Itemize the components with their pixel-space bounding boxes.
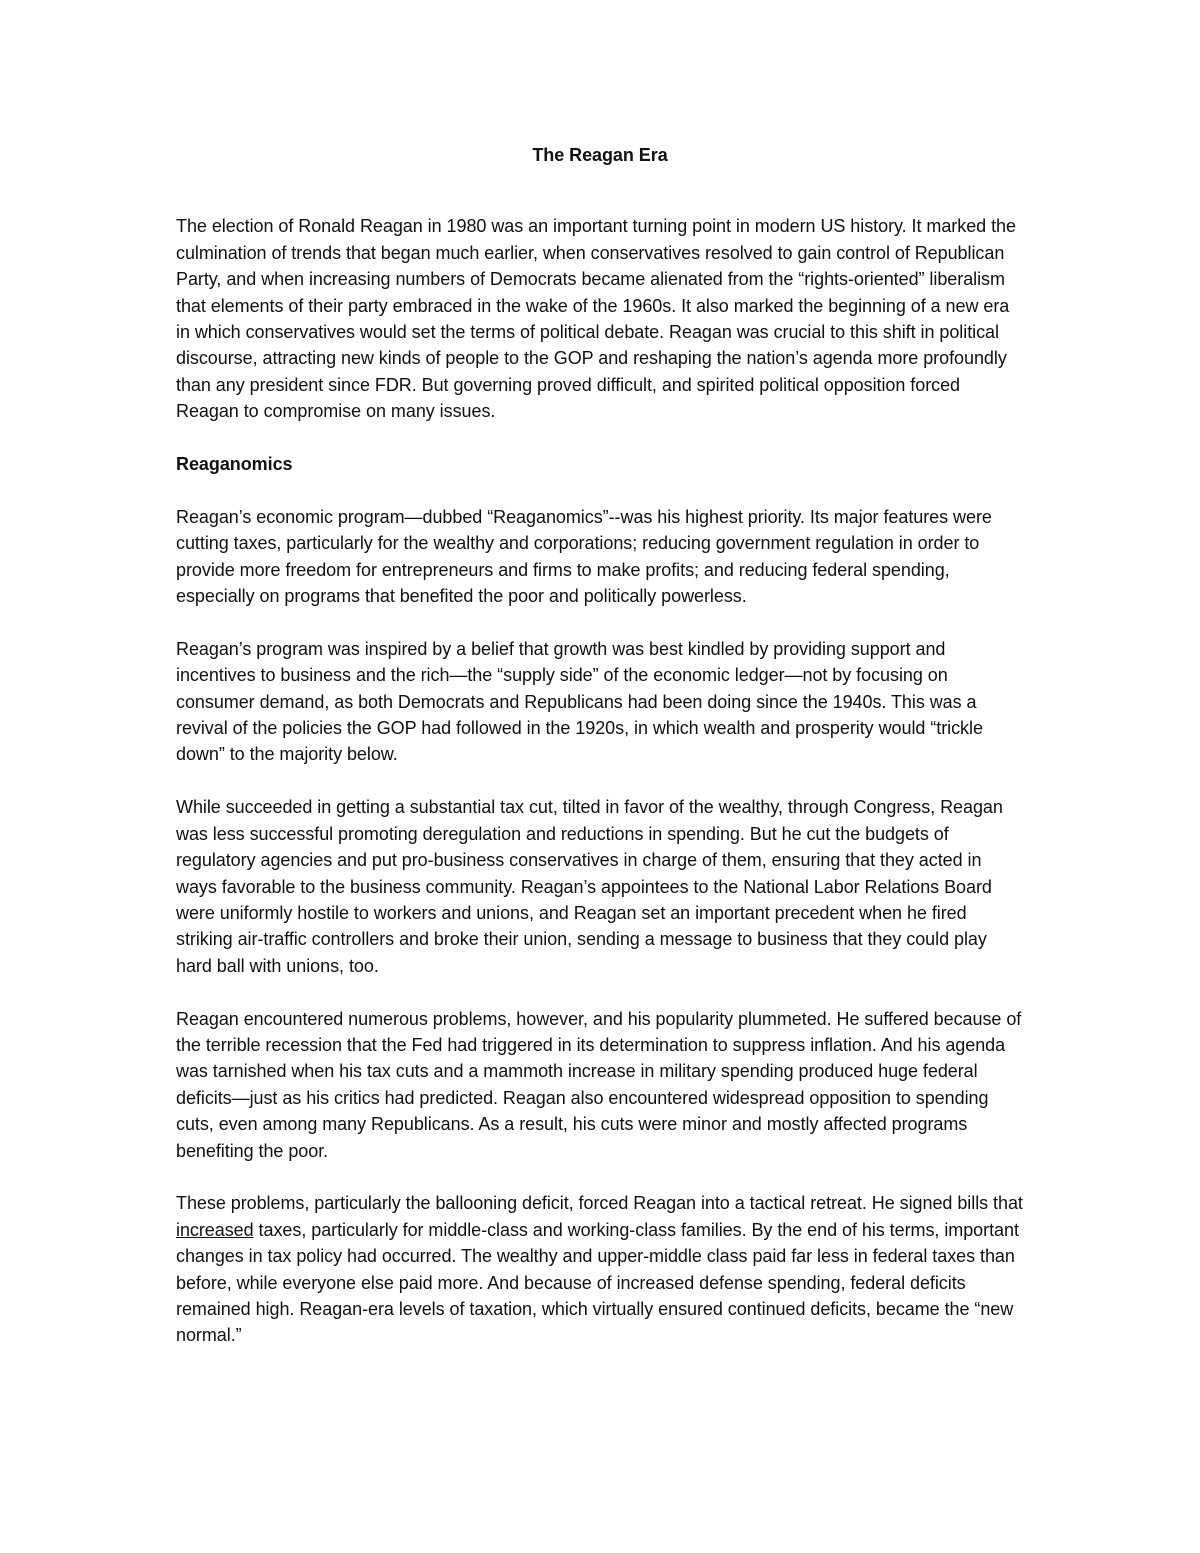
body-paragraph-2: Reagan’s program was inspired by a belief that growth was best kindled by providing support and incentives to business and the rich—the “supply side” of the economic ledger—not by focusing on consumer demand, as both Democrats and Republicans had been doing since the 1940s. This was a revival of the policies the GOP had followed in the 1920s, in which wealth and prosperity would “trickle down” to the majority below. bbox=[176, 638, 983, 765]
body-paragraph-4: Reagan encountered numerous problems, however, and his popularity plummeted. He suffered because of the terrible recession that the Fed had triggered in its determination to suppress inflation. And his agenda was tarnished when his tax cuts and a mammoth increase in military spending produced huge federal deficits—just as his critics had predicted. Reagan also encountered widespread opposition to spending cuts, even among many Republicans. As a result, his cuts were minor and mostly affected programs benefiting the poor. bbox=[176, 1008, 1022, 1161]
underlined-word: increased bbox=[176, 1219, 254, 1240]
body-paragraph-3: While succeeded in getting a substantial tax cut, tilted in favor of the wealthy, through Congress, Reagan was less successful promoting deregulation and reductions in spending. But he cut the budgets of regulatory agencies and put pro-business conservatives in charge of them, ensuring that they acted in ways favorable to the business community. Reagan’s appointees to the National Labor Relations Board were uniformly hostile to workers and unions, and Reagan set an important precedent when he fired striking air-traffic controllers and broke their union, sending a message to business that they could play hard ball with unions, too. bbox=[176, 797, 1003, 976]
intro-paragraph: The election of Ronald Reagan in 1980 was an important turning point in modern US history. It marked the culmination of trends that began much earlier, when conservatives resolved to gain control of Republican Party, and when increasing numbers of Democrats became alienated from the “rights-oriented” liberalism that elements of their party embraced in the wake of the 1960s. It also marked the beginning of a new era in which conservatives would set the terms of political debate. Reagan was crucial to this shift in political discourse, attracting new kinds of people to the GOP and reshaping the nation’s agenda more profoundly than any president since FDR. But governing proved difficult, and spirited political opposition forced Reagan to compromise on many issues. bbox=[176, 216, 1016, 422]
body-paragraph-5 bbox=[176, 1190, 1024, 1348]
paragraph-5-text-end: taxes, particularly for middle-class and working-class families. By the end of his terms, important changes in tax policy had occurred. The wealthy and upper-middle class paid far less in federal taxes than before, while everyone else paid more. And because of increased defense spending, federal deficits remained high. Reagan-era levels of taxation, which virtually ensured continued deficits, became the “new normal.” bbox=[176, 1219, 1019, 1346]
paragraph-5-text-start: These problems, particularly the ballooning deficit, forced Reagan into a tactical retreat. He signed bills that bbox=[176, 1193, 1023, 1214]
document-body bbox=[176, 142, 1024, 1375]
section-heading-reaganomics: Reaganomics bbox=[176, 454, 293, 475]
document-title: The Reagan Era bbox=[532, 145, 668, 165]
body-paragraph-1: Reagan’s economic program—dubbed “Reaganomics”--was his highest priority. Its major features were cutting taxes, particularly for the wealthy and corporations; reducing government regulation in order to provide more freedom for entrepreneurs and firms to make profits; and reducing federal spending, especially on programs that benefited the poor and politically powerless. bbox=[176, 506, 992, 607]
